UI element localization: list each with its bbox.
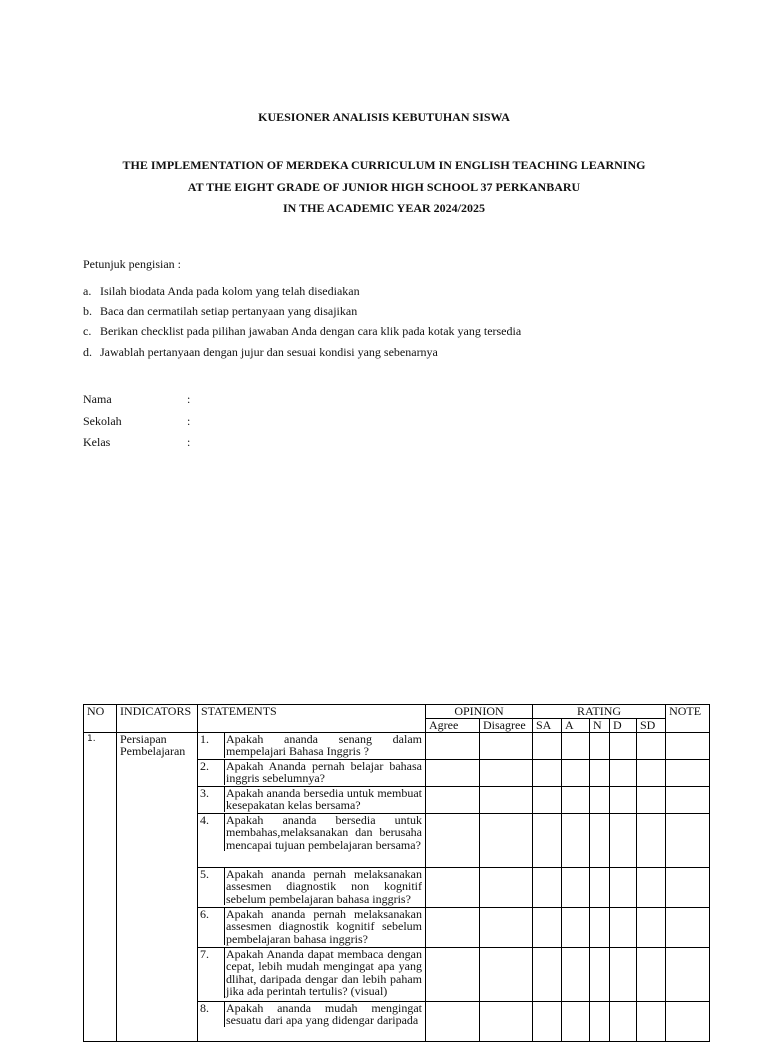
checkbox-agree[interactable] <box>426 759 480 786</box>
checkbox-disagree[interactable] <box>480 786 533 813</box>
checkbox-sa[interactable] <box>533 786 562 813</box>
header-note: NOTE <box>666 705 710 733</box>
checkbox-sd[interactable] <box>637 786 666 813</box>
statement-number: 6. <box>198 908 225 946</box>
checkbox-d[interactable] <box>610 947 637 1001</box>
header-sa: SA <box>533 718 562 732</box>
statement-number: 1. <box>198 733 225 758</box>
biodata-kelas-sep: : <box>187 435 191 449</box>
statement-cell <box>198 759 426 786</box>
statement-cell <box>198 786 426 813</box>
header-rating: RATING <box>533 705 666 719</box>
note-cell[interactable] <box>666 947 710 1001</box>
group-number: 1. <box>84 732 117 1041</box>
checkbox-disagree[interactable] <box>480 1001 533 1041</box>
statement-cell <box>198 867 426 907</box>
checkbox-a[interactable] <box>562 907 590 947</box>
subtitle-line-3: IN THE ACADEMIC YEAR 2024/2025 <box>282 201 486 215</box>
instruction-text: Jawablah pertanyaan dengan jujur dan sesuai kondisi yang sebenarnya <box>100 345 438 359</box>
checkbox-sd[interactable] <box>637 732 666 759</box>
table-row <box>84 732 710 759</box>
statement-number: 4. <box>198 814 225 852</box>
note-cell[interactable] <box>666 907 710 947</box>
checkbox-d[interactable] <box>610 907 637 947</box>
header-n: N <box>590 718 610 732</box>
biodata-nama-label: Nama <box>83 392 112 406</box>
header-a: A <box>562 718 590 732</box>
note-cell[interactable] <box>666 732 710 759</box>
statement-text: Apakah ananda bersedia untuk membuat kesepakatan kelas bersama? <box>226 786 422 812</box>
subtitle-line-1: THE IMPLEMENTATION OF MERDEKA CURRICULUM IN ENGLISH TEACHING LEARNING <box>122 158 646 172</box>
instruction-text: Berikan checklist pada pilihan jawaban Anda dengan cara klik pada kotak yang tersedia <box>100 324 522 338</box>
checkbox-agree[interactable] <box>426 1001 480 1041</box>
statement-text: Apakah ananda senang dalam mempelajari Bahasa Inggris ? <box>226 732 422 758</box>
instruction-letter: d. <box>83 345 92 359</box>
header-agree: Agree <box>426 718 480 732</box>
statement-text: Apakah ananda bersedia untuk membahas,melaksanakan dan berusaha mencapai tujuan pembelajaran bersama? <box>226 813 422 852</box>
header-d: D <box>610 718 637 732</box>
questionnaire-table <box>83 704 710 1042</box>
instruction-letter: b. <box>83 304 92 318</box>
checkbox-d[interactable] <box>610 867 637 907</box>
statement-text: Apakah Ananda dapat membaca dengan cepat, lebih mudah mengingat apa yang dlihat, daripada dengar dan lebih paham jika ada perintah tertulis? (visual) <box>226 947 422 998</box>
header-statements: STATEMENTS <box>198 705 426 733</box>
checkbox-d[interactable] <box>610 732 637 759</box>
checkbox-disagree[interactable] <box>480 867 533 907</box>
checkbox-sa[interactable] <box>533 759 562 786</box>
checkbox-agree[interactable] <box>426 867 480 907</box>
statement-number: 8. <box>198 1002 225 1027</box>
instruction-letter: a. <box>83 284 92 298</box>
biodata-sekolah-label: Sekolah <box>83 414 122 428</box>
header-no: NO <box>84 705 117 733</box>
header-indicators: INDICATORS <box>117 705 198 733</box>
instruction-item <box>83 304 357 318</box>
instruction-item <box>83 345 438 359</box>
checkbox-sd[interactable] <box>637 759 666 786</box>
checkbox-sd[interactable] <box>637 907 666 947</box>
instruction-text: Isilah biodata Anda pada kolom yang telah disediakan <box>100 284 360 298</box>
statement-cell <box>198 907 426 947</box>
statement-text: Apakah ananda mudah mengingat sesuatu dari apa yang didengar daripada <box>226 1001 422 1027</box>
checkbox-d[interactable] <box>610 813 637 867</box>
checkbox-n[interactable] <box>590 1001 610 1041</box>
statement-cell <box>198 732 426 759</box>
checkbox-sd[interactable] <box>637 947 666 1001</box>
statement-cell <box>198 813 426 867</box>
checkbox-a[interactable] <box>562 813 590 867</box>
statement-text: Apakah ananda pernah melaksanakan assesmen diagnostik non kognitif sebelum pembelajaran bahasa inggris? <box>226 867 422 906</box>
statement-number: 7. <box>198 948 225 998</box>
biodata-sekolah-sep: : <box>187 414 191 428</box>
instructions-heading: Petunjuk pengisian : <box>83 257 181 271</box>
table-header-row <box>84 705 710 719</box>
note-cell[interactable] <box>666 1001 710 1041</box>
checkbox-n[interactable] <box>590 786 610 813</box>
note-cell[interactable] <box>666 786 710 813</box>
checkbox-sd[interactable] <box>637 867 666 907</box>
checkbox-disagree[interactable] <box>480 759 533 786</box>
instruction-item <box>83 284 360 298</box>
checkbox-agree[interactable] <box>426 786 480 813</box>
checkbox-n[interactable] <box>590 947 610 1001</box>
checkbox-a[interactable] <box>562 1001 590 1041</box>
checkbox-sa[interactable] <box>533 907 562 947</box>
note-cell[interactable] <box>666 867 710 907</box>
checkbox-a[interactable] <box>562 786 590 813</box>
header-disagree: Disagree <box>480 718 533 732</box>
note-cell[interactable] <box>666 759 710 786</box>
checkbox-agree[interactable] <box>426 813 480 867</box>
biodata-kelas-label: Kelas <box>83 435 111 449</box>
checkbox-a[interactable] <box>562 732 590 759</box>
statement-text: Apakah ananda pernah melaksanakan assesmen diagnostik kognitif sebelum pembelajaran bahasa inggris? <box>226 907 422 946</box>
header-opinion: OPINION <box>426 705 533 719</box>
statement-number: 2. <box>198 760 225 785</box>
checkbox-disagree[interactable] <box>480 907 533 947</box>
checkbox-sa[interactable] <box>533 813 562 867</box>
checkbox-sa[interactable] <box>533 867 562 907</box>
checkbox-sd[interactable] <box>637 1001 666 1041</box>
checkbox-agree[interactable] <box>426 907 480 947</box>
checkbox-sa[interactable] <box>533 1001 562 1041</box>
indicator-cell: Persiapan Pembelajaran <box>117 732 198 1041</box>
checkbox-a[interactable] <box>562 867 590 907</box>
instruction-letter: c. <box>83 324 92 338</box>
checkbox-sa[interactable] <box>533 947 562 1001</box>
checkbox-d[interactable] <box>610 759 637 786</box>
checkbox-disagree[interactable] <box>480 947 533 1001</box>
instruction-text: Baca dan cermatilah setiap pertanyaan yang disajikan <box>100 304 358 318</box>
header-sd: SD <box>637 718 666 732</box>
checkbox-n[interactable] <box>590 813 610 867</box>
checkbox-a[interactable] <box>562 759 590 786</box>
checkbox-d[interactable] <box>610 1001 637 1041</box>
checkbox-sd[interactable] <box>637 813 666 867</box>
checkbox-n[interactable] <box>590 732 610 759</box>
checkbox-agree[interactable] <box>426 947 480 1001</box>
subtitle-line-2: AT THE EIGHT GRADE OF JUNIOR HIGH SCHOOL 37 PERKANBARU <box>187 180 581 194</box>
statement-text: Apakah Ananda pernah belajar bahasa inggris sebelumnya? <box>226 759 422 785</box>
checkbox-a[interactable] <box>562 947 590 1001</box>
instruction-item <box>83 324 521 338</box>
statement-cell <box>198 947 426 1001</box>
checkbox-n[interactable] <box>590 759 610 786</box>
statement-number: 3. <box>198 787 225 812</box>
biodata-nama-sep: : <box>187 392 191 406</box>
checkbox-n[interactable] <box>590 907 610 947</box>
note-cell[interactable] <box>666 813 710 867</box>
checkbox-n[interactable] <box>590 867 610 907</box>
checkbox-disagree[interactable] <box>480 732 533 759</box>
checkbox-sa[interactable] <box>533 732 562 759</box>
page-title: KUESIONER ANALISIS KEBUTUHAN SISWA <box>258 110 510 124</box>
statement-cell <box>198 1001 426 1041</box>
statement-number: 5. <box>198 868 225 906</box>
checkbox-agree[interactable] <box>426 732 480 759</box>
checkbox-d[interactable] <box>610 786 637 813</box>
checkbox-disagree[interactable] <box>480 813 533 867</box>
